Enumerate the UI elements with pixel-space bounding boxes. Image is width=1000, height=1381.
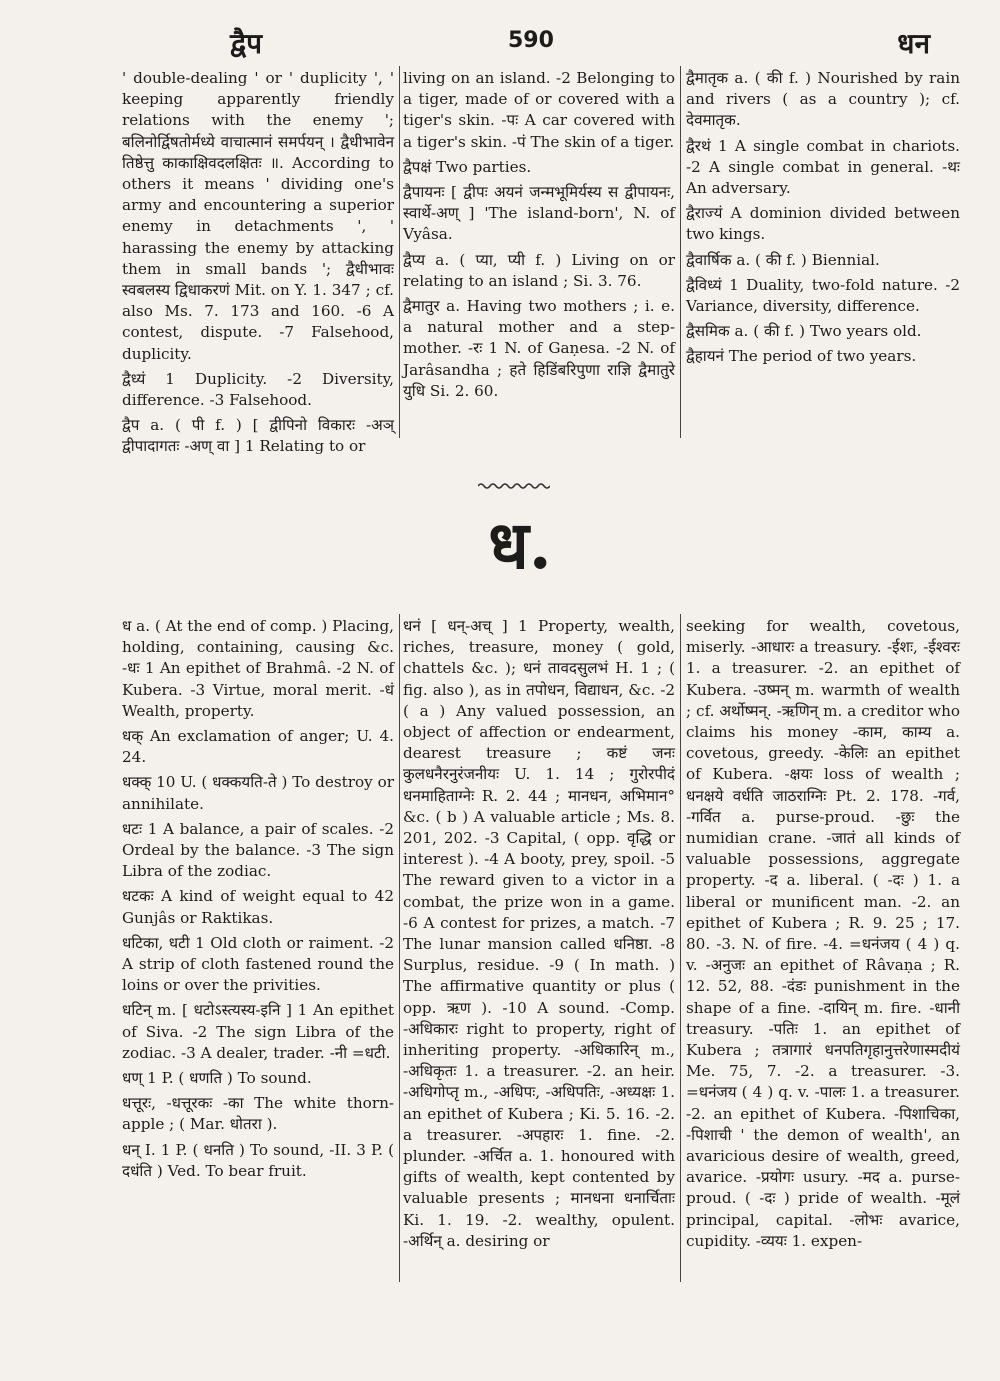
entry: द्वैसमिक a. ( की f. ) Two years old. bbox=[686, 322, 922, 341]
entry: द्वैराज्यं A dominion divided between two kings. bbox=[686, 204, 960, 244]
column-rule bbox=[680, 66, 681, 438]
top-column-2 bbox=[403, 68, 675, 406]
bottom-column-3 bbox=[686, 616, 960, 1256]
entry: धनं [ धन्-अच् ] 1 Property, wealth, riches, treasure, money ( gold, chattels &c. ); धनं तावदसुलभं H. 1 ; ( fig. also ), as in तपोधन, विद्याधन, &c. -2 ( a ) Any valued possession, an object of affection or endearment, dearest treasure ; कष्टं जनः कुलधनैरनुरंजनीयः U. 1. 14 ; गुरोरपीदं धनमाहिताग्नेः R. 2. 44 ; मानधन, अभिमान° &c. ( b ) A valuable article ; Ms. 8. 201, 202. -3 Capital, ( opp. वृद्धि or interest ). -4 A booty, prey, spoil. -5 The reward given to a victor in a combat, the prize won in a game. -6 A contest for prizes, a match. -7 The lunar mansion called धनिष्ठा. -8 Surplus, residue. -9 ( In math. ) The affirmative quantity or plus ( opp. ऋण ). -10 A sound. -Comp. -अधिकारः right to property, right of inheriting property. -अधिकारिन् m., -अधिकृतः 1. a treasurer. -2. an heir. -अधिगोप्तृ m., -अधिपः, -अधिपतिः, -अध्यक्षः 1. an epithet of Kubera ; Ki. 5. 16. -2. a treasurer. -अपहारः 1. fine. -2. plunder. -अर्चित a. 1. honoured with gifts of wealth, kept contented by valuable presents ; मानधना धनार्चिताः Ki. 1. 19. -2. wealthy, opulent. -अर्थिन् a. desiring or bbox=[403, 617, 675, 1250]
entry: धटकः A kind of weight equal to 42 Gunjâs or Raktikas. bbox=[122, 887, 394, 927]
section-letter: ध. bbox=[488, 506, 552, 584]
entry: धटिका, धटी 1 Old cloth or raiment. -2 A strip of cloth fastened round the loins or over the privities. bbox=[122, 933, 394, 995]
entry: द्वैविध्यं 1 Duality, two-fold nature. -2 Variance, diversity, difference. bbox=[686, 275, 960, 316]
column-rule bbox=[680, 614, 681, 1282]
entry: धक्क् 10 U. ( धक्कयति-ते ) To destroy or annihilate. bbox=[122, 773, 394, 813]
entry: धटः 1 A balance, a pair of scales. -2 Ordeal by the balance. -3 The sign Libra of the zodiac. bbox=[122, 819, 394, 881]
entry: धक् An exclamation of anger; U. 4. 24. bbox=[122, 727, 394, 767]
column-rule bbox=[399, 66, 400, 438]
top-column-3 bbox=[686, 68, 960, 372]
header-right-word: धन bbox=[897, 27, 930, 60]
entry: धटिन् m. [ धटोऽस्त्यस्य-इनि ] 1 An epithet of Siva. -2 The sign Libra of the zodiac. -3 A dealer, trader. -नी =धटी. bbox=[122, 1001, 394, 1062]
entry: धत्तूरः, -धत्तूरकः -का The white thorn-apple ; ( Mar. धोतरा ). bbox=[122, 1094, 394, 1134]
page-header bbox=[70, 18, 970, 68]
entry: ' double-dealing ' or ' duplicity ', ' keeping apparently friendly relations with the enemy '; बलिनोर्द्विषतोर्मध्ये वाचात्मानं समर्पयन् । द्वैधीभावेन तिष्ठेत्तु काकाक्षिवदलक्षितः ॥. According to others it means ' dividing one's army and encountering a superior enemy in detachments ', ' harassing the enemy by attacking them in small bands '; द्वैधीभावः स्वबलस्य द्विधाकरणं Mit. on Y. 1. 347 ; cf. also Ms. 7. 173 and 160. -6 A contest, dispute. -7 Falsehood, duplicity. bbox=[122, 69, 394, 363]
bottom-column-1 bbox=[122, 616, 394, 1186]
entry: ध a. ( At the end of comp. ) Placing, holding, containing, causing &c. -धः 1 An epithet of Brahmâ. -2 N. of Kubera. -3 Virtue, moral merit. -धं Wealth, property. bbox=[122, 617, 394, 720]
top-column-1 bbox=[122, 68, 394, 462]
entry: धण् 1 P. ( धणति ) To sound. bbox=[122, 1069, 312, 1088]
entry: द्वैपक्षं Two parties. bbox=[403, 157, 532, 176]
wavy-divider-ornament bbox=[478, 480, 550, 492]
entry: द्वैमातृक a. ( की f. ) Nourished by rain and rivers ( as a country ); cf. देवमातृक. bbox=[686, 69, 960, 130]
column-rule bbox=[399, 614, 400, 1282]
entry: द्वैपायनः [ द्वीपः अयनं जन्मभूमिर्यस्य स द्वीपायनः, स्वार्थे-अण् ] 'The island-born', N. of Vyâsa. bbox=[403, 183, 675, 244]
entry: द्वैप a. ( पी f. ) [ द्वीपिनो विकारः -अञ् द्वीपादागतः -अण् वा ] 1 Relating to or bbox=[122, 416, 394, 456]
entry: द्वैप्य a. ( प्या, प्यी f. ) Living on or relating to an island ; Si. 3. 76. bbox=[403, 250, 675, 290]
entry: द्वैध्यं 1 Duplicity. -2 Diversity, difference. -3 Falsehood. bbox=[122, 369, 394, 410]
header-left-word: द्वैप bbox=[230, 27, 263, 60]
entry: धन् I. 1 P. ( धनति ) To sound, -II. 3 P. ( दधंति ) Ved. To bear fruit. bbox=[122, 1140, 394, 1180]
page-number: 590 bbox=[508, 28, 554, 53]
entry: living on an island. -2 Belonging to a tiger, made of or covered with a tiger's skin. -पः A car covered with a tiger's skin. -पं The skin of a tiger. bbox=[403, 69, 675, 151]
entry: seeking for wealth, covetous, miserly. -आधारः a treasury. -ईशः, -ईश्वरः 1. a treasurer. -2. an epithet of Kubera. -उष्मन् m. warmth of wealth ; cf. अर्थोष्मन्. -ऋणिन् m. a creditor who claims his money -काम, काम्य a. covetous, greedy. -केलिः an epithet of Kubera. -क्षयः loss of wealth ; धनक्षये वर्धति जाठराग्निः Pt. 2. 178. -गर्व, -गर्वित a. purse-proud. -छुः the numidian crane. -जातं all kinds of valuable possessions, aggregate property. -द a. liberal. ( -दः ) 1. a liberal or munificent man. -2. an epithet of Kubera ; R. 9. 25 ; 17. 80. -3. N. of fire. -4. =धनंजय ( 4 ) q. v. -अनुजः an epithet of Râvaṇa ; R. 12. 52, 88. -दंडः punishment in the shape of a fine. -दायिन् m. fire. -धानी treasury. -पतिः 1. an epithet of Kubera ; तत्रागारं धनपतिगृहानुत्तरेणास्मदीयं Me. 75, 7. -2. a treasurer. -3. =धनंजय ( 4 ) q. v. -पालः 1. a treasurer. -2. an epithet of Kubera. -पिशाचिका, -पिशाची ' the demon of wealth', an avaricious desire of wealth, greed, avarice. -प्रयोगः usury. -मद a. purse-proud. ( -दः ) pride of wealth. -मूलं principal, capital. -लोभः avarice, cupidity. -व्ययः 1. expen- bbox=[686, 617, 960, 1250]
entry: द्वैवार्षिक a. ( की f. ) Biennial. bbox=[686, 250, 880, 269]
bottom-column-2 bbox=[403, 616, 675, 1256]
entry: द्वैहायनं The period of two years. bbox=[686, 347, 917, 366]
entry: द्वैमातुर a. Having two mothers ; i. e. a natural mother and a step-mother. -रः 1 N. of Gaṇesa. -2 N. of Jarâsandha ; हते हिडिंबरिपुणा राज्ञि द्वैमातुरे युधि Si. 2. 60. bbox=[403, 297, 675, 400]
entry: द्वैरथं 1 A single combat in chariots. -2 A single combat in general. -थः An adversary. bbox=[686, 136, 960, 198]
